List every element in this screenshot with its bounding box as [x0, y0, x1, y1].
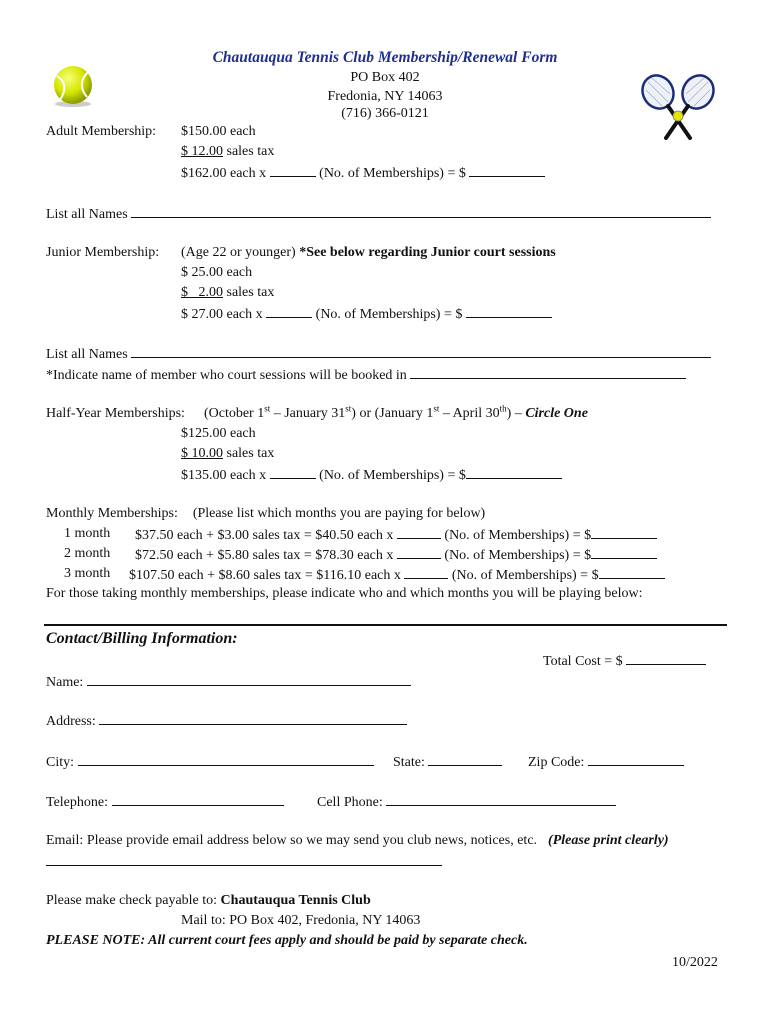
monthly-row-1-amount-field[interactable]: [591, 526, 657, 539]
form-date: 10/2022: [672, 955, 718, 970]
form-title: Chautauqua Tennis Club Membership/Renewal Form: [212, 49, 558, 66]
adult-amount-field[interactable]: [469, 164, 545, 177]
junior-total-prefix: $ 27.00 each x: [181, 307, 263, 322]
monthly-row-3-calc: $107.50 each + $8.60 sales tax = $116.10 each x: [129, 568, 401, 583]
contact-heading: Contact/Billing Information:: [46, 630, 238, 647]
name-field[interactable]: [87, 673, 411, 686]
junior-tax-label: sales tax: [226, 285, 275, 300]
junior-age-row: [181, 245, 556, 261]
telephone-row: [46, 793, 284, 811]
monthly-label: Monthly Memberships:: [46, 506, 178, 521]
halfyear-tax: [181, 446, 274, 462]
halfyear-label: Half-Year Memberships:: [46, 406, 185, 421]
adult-tax: [181, 144, 274, 160]
payable-label: Please make check payable to:: [46, 893, 218, 908]
monthly-row-1-count-field[interactable]: [397, 526, 441, 539]
telephone-label: Telephone:: [46, 795, 108, 810]
monthly-row-1-calc: $37.50 each + $3.00 sales tax = $40.50 each x: [135, 528, 394, 543]
monthly-row-3: [129, 566, 665, 584]
payable-row: [46, 893, 371, 909]
junior-names-field[interactable]: [131, 345, 711, 358]
junior-names-label: List all Names: [46, 347, 128, 362]
adult-names-label: List all Names: [46, 207, 128, 222]
adult-total-prefix: $162.00 each x: [181, 166, 267, 181]
monthly-footer: For those taking monthly memberships, please indicate who and which months you will be playing below:: [46, 586, 643, 601]
city-field[interactable]: [78, 753, 374, 766]
header-phone: (716) 366-0121: [341, 106, 429, 121]
monthly-row-1-period: 1 month: [64, 526, 111, 541]
junior-court-label: *Indicate name of member who court sessions will be booked in: [46, 368, 407, 383]
adult-tax-amount: $ 12.00: [181, 144, 223, 159]
adult-total-row: [181, 164, 545, 182]
monthly-row-1: [135, 526, 657, 544]
adult-names-field[interactable]: [131, 205, 711, 218]
email-field-row: [46, 853, 442, 871]
junior-membership-label: Junior Membership:: [46, 245, 160, 260]
adult-price: $150.00 each: [181, 124, 256, 139]
state-label: State:: [393, 755, 425, 770]
mail-to: PO Box 402, Fredonia, NY 14063: [229, 913, 421, 928]
monthly-note: (Please list which months you are paying for below): [192, 506, 486, 521]
junior-total-row: [181, 305, 552, 323]
junior-count-field[interactable]: [266, 305, 312, 318]
email-label: Email: Please provide email address below so we may send you club news, notices, etc.: [46, 833, 538, 848]
junior-tax-amount: $ 2.00: [181, 285, 223, 300]
adult-count-label: (No. of Memberships) = $: [319, 166, 466, 181]
city-label: City:: [46, 755, 75, 770]
monthly-row-2-amount-field[interactable]: [591, 546, 657, 559]
monthly-row-3-count-field[interactable]: [404, 566, 448, 579]
address-label: Address:: [46, 714, 96, 729]
cell-row: [317, 793, 616, 811]
halfyear-tax-label: sales tax: [226, 446, 275, 461]
header-address-line1: PO Box 402: [350, 70, 420, 85]
junior-count-label: (No. of Memberships) = $: [315, 307, 463, 322]
email-field[interactable]: [46, 853, 442, 866]
halfyear-count-field[interactable]: [270, 466, 316, 479]
monthly-row-2-calc: $72.50 each + $5.80 sales tax = $78.30 each x: [135, 548, 394, 563]
zip-label: Zip Code:: [528, 755, 585, 770]
state-row: [393, 753, 502, 771]
monthly-row-3-period: 3 month: [64, 566, 111, 581]
monthly-row-1-count-label: (No. of Memberships) = $: [444, 528, 592, 543]
monthly-row-2-count-label: (No. of Memberships) = $: [444, 548, 592, 563]
zip-row: [528, 753, 684, 771]
halfyear-amount-field[interactable]: [466, 466, 562, 479]
cell-field[interactable]: [386, 793, 616, 806]
please-note: PLEASE NOTE: All current court fees apply and should be paid by separate check.: [46, 933, 528, 948]
monthly-row-3-count-label: (No. of Memberships) = $: [451, 568, 599, 583]
junior-tax: [181, 285, 274, 301]
cell-label: Cell Phone:: [317, 795, 383, 810]
adult-count-field[interactable]: [270, 164, 316, 177]
total-cost-label: Total Cost = $: [543, 654, 623, 669]
monthly-row-3-amount-field[interactable]: [599, 566, 665, 579]
city-row: [46, 753, 374, 771]
halfyear-tax-amount: $ 10.00: [181, 446, 223, 461]
halfyear-total-row: [181, 466, 562, 484]
total-cost-row: [543, 652, 706, 670]
section-divider: [44, 624, 727, 626]
adult-membership-label: Adult Membership:: [46, 124, 157, 139]
name-label: Name:: [46, 675, 84, 690]
junior-price: $ 25.00 each: [181, 265, 253, 280]
halfyear-row: [46, 403, 588, 422]
halfyear-price: $125.00 each: [181, 426, 256, 441]
junior-court-note: *See below regarding Junior court sessions: [299, 245, 556, 260]
adult-tax-label: sales tax: [226, 144, 275, 159]
junior-names-row: [46, 345, 711, 363]
halfyear-count-label: (No. of Memberships) = $: [319, 468, 466, 483]
junior-court-field[interactable]: [410, 366, 686, 379]
halfyear-options[interactable]: (October 1st – January 31st) or (January 1st – April 30th) –: [203, 403, 526, 421]
name-row: [46, 673, 411, 691]
telephone-field[interactable]: [112, 793, 284, 806]
zip-field[interactable]: [588, 753, 684, 766]
monthly-row-2-count-field[interactable]: [397, 546, 441, 559]
junior-amount-field[interactable]: [466, 305, 552, 318]
mail-row: [181, 913, 420, 929]
mail-label: Mail to:: [181, 913, 226, 928]
adult-names-row: [46, 205, 711, 223]
total-cost-field[interactable]: [626, 652, 706, 665]
halfyear-total-prefix: $135.00 each x: [181, 468, 267, 483]
monthly-row-2: [135, 546, 657, 564]
state-field[interactable]: [428, 753, 502, 766]
junior-age-note: (Age 22 or younger): [181, 245, 296, 260]
monthly-row-2-period: 2 month: [64, 546, 111, 561]
header-address-line2: Fredonia, NY 14063: [327, 89, 443, 104]
junior-court-row: [46, 366, 686, 384]
address-row: [46, 712, 407, 730]
payable-to: Chautauqua Tennis Club: [220, 893, 371, 908]
email-note: (Please print clearly): [548, 833, 669, 848]
address-field[interactable]: [99, 712, 407, 725]
monthly-header-row: [46, 506, 485, 522]
email-row: [46, 833, 669, 849]
halfyear-circle-one: Circle One: [525, 406, 588, 421]
